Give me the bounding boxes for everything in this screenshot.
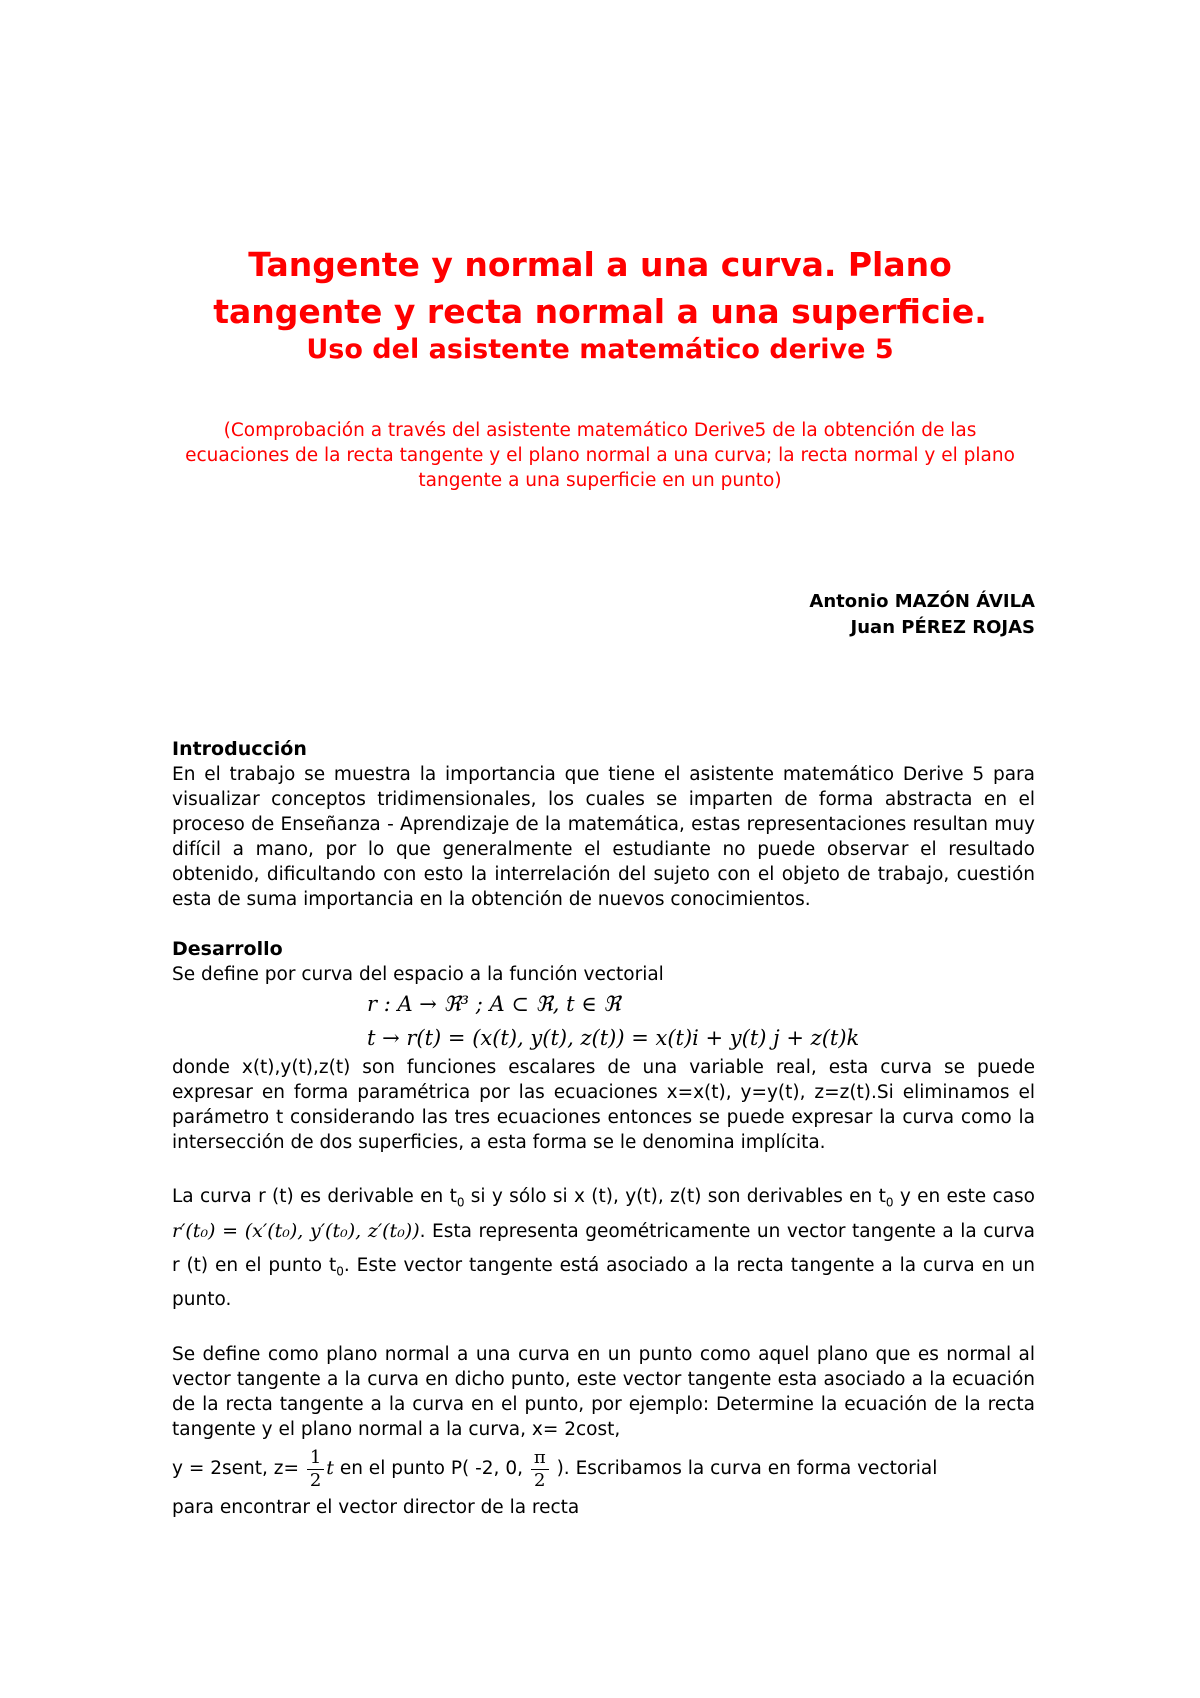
variable-t: t bbox=[326, 1457, 334, 1479]
text-fragment: si y sólo si x (t), y(t), z(t) son derivables en t bbox=[464, 1186, 886, 1207]
text-fragment: ). Escribamos la curva en forma vectorial bbox=[550, 1458, 938, 1479]
text-fragment: y = 2sent, z= bbox=[172, 1458, 305, 1479]
derivative-formula: r′(t₀) = (x′(t₀), y′(t₀), z′(t₀)) bbox=[172, 1220, 420, 1242]
equation-vector-function: t → r(t) = (x(t), y(t), z(t)) = x(t)i + y(t) j + z(t)k bbox=[367, 1026, 860, 1050]
document-subtitle: Uso del asistente matemático derive 5 bbox=[306, 334, 894, 365]
text-fragment: La curva r (t) es derivable en t bbox=[172, 1186, 457, 1207]
subscript: 0 bbox=[336, 1264, 344, 1279]
fraction-one-half bbox=[307, 1447, 324, 1492]
paragraph-parametric: donde x(t),y(t),z(t) son funciones escalares de una variable real, esta curva se puede expresar en forma paramétrica por las ecuaciones x=x(t), y=y(t), z=z(t).Si eliminamos el parámetro t considerando las tres ecuaciones entonces se puede expresar la curva como la intersección de dos superficies, a esta forma se le denomina implícita. bbox=[172, 1057, 1035, 1153]
denominator: 2 bbox=[534, 1469, 546, 1491]
equation-mapping: r : A → ℜ³ ; A ⊂ ℜ, t ∈ ℜ bbox=[367, 992, 621, 1016]
denominator: 2 bbox=[309, 1469, 322, 1491]
intro-heading: Introducción bbox=[172, 738, 307, 760]
paragraph-normal-plane bbox=[172, 1342, 1035, 1442]
title-line-2: tangente y recta normal a una superficie. bbox=[213, 292, 987, 331]
text-fragment: en el punto P( -2, 0, bbox=[333, 1458, 529, 1479]
document-body bbox=[172, 737, 1035, 1520]
text-fragment: Este vector tangente está asociado a la recta tangente a la curva en un punto. bbox=[172, 1255, 1035, 1310]
subscript: 0 bbox=[885, 1195, 894, 1210]
abstract: (Comprobación a través del asistente matemático Derive5 de la obtención de las ecuaciones de la recta tangente y el plano normal a una curva; la recta normal y el plano tangente a una superficie en un punto) bbox=[185, 420, 1015, 491]
authors bbox=[809, 589, 1035, 641]
intro-text: En el trabajo se muestra la importancia que tiene el asistente matemático Derive 5 para visualizar conceptos tridimensionales, los cuales se imparten de forma abstracta en el proceso de Enseñanza - Aprendizaje de la matemática, estas representaciones resultan muy difícil a mano, por lo que generalmente el estudiante no puede observar el resultado obtenido, dificultando con esto la interrelación del sujeto con el objeto de trabajo, cuestión esta de suma importancia en la obtención de nuevos conocimientos. bbox=[172, 764, 1035, 910]
subscript: 0 bbox=[456, 1195, 465, 1210]
paragraph-final: para encontrar el vector director de la recta bbox=[172, 1497, 580, 1518]
author-2: Juan PÉREZ ROJAS bbox=[850, 617, 1035, 638]
title-line-1: Tangente y normal a una curva. Plano bbox=[248, 245, 952, 284]
numerator: 1 bbox=[307, 1447, 324, 1470]
numerator: π bbox=[531, 1447, 549, 1470]
document-title bbox=[150, 241, 1050, 335]
text-fragment: . Esta representa geométricamente un vector tangente a la curva r (t) en el punto t bbox=[172, 1221, 1035, 1276]
paragraph-derivable: La curva r (t) es derivable en $t_0$ si y sólo si x (t), y(t), z(t) son derivables en $t_0$ y en este caso r′(t₀) = (x′(t₀), y′(t₀), z′(t₀)). Esta representa geométricamente un vector tangente a la curva r (t) en el punto $t_0$. Este vector tangente está asociado a la recta tangente a la curva en un punto. bbox=[172, 1186, 1035, 1310]
paragraph-example bbox=[172, 1442, 1035, 1495]
text-fragment: y en este caso bbox=[893, 1186, 1035, 1207]
desarrollo-heading: Desarrollo bbox=[172, 938, 283, 960]
author-1: Antonio MAZÓN ÁVILA bbox=[809, 591, 1035, 612]
fraction-pi-half bbox=[531, 1447, 549, 1492]
definition-text: Se define por curva del espacio a la función vectorial bbox=[172, 964, 664, 985]
text-fragment: Se define como plano normal a una curva en un punto como aquel plano que es normal al vector tangente a la curva en dicho punto, este vector tangente esta asociado a la ecuación de la recta tangente a la curva en el punto, por ejemplo: Determine la ecuación de la recta tangente y el plano normal a la curva, x= 2cost, bbox=[172, 1344, 1035, 1440]
